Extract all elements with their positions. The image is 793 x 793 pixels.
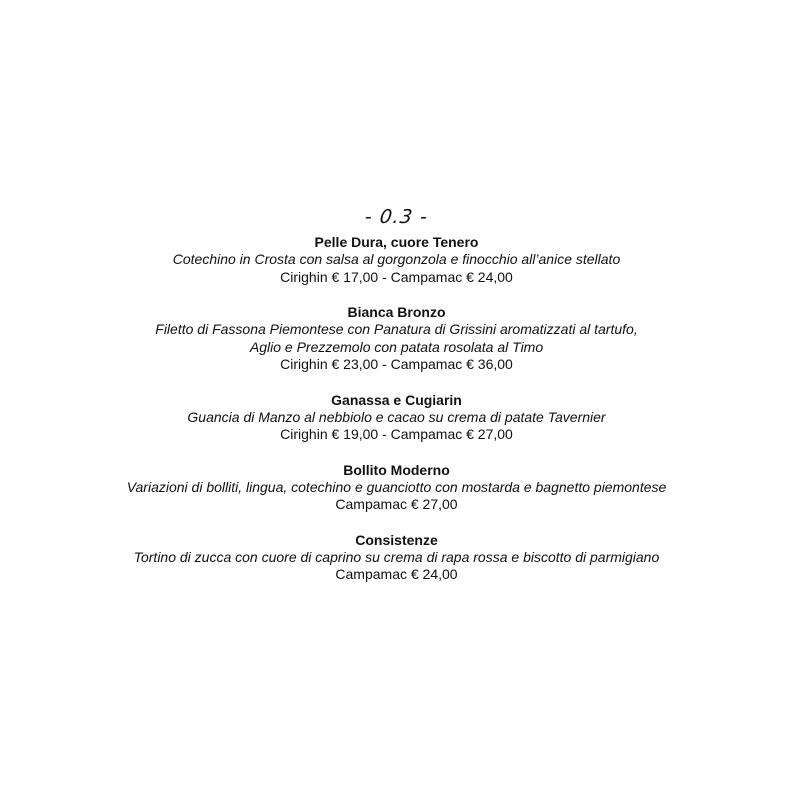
dish-description: Filetto di Fassona Piemontese con Panatura di Grissini aromatizzati al tartufo, bbox=[155, 321, 638, 337]
menu-item bbox=[0, 233, 793, 286]
dish-name: Bianca Bronzo bbox=[347, 304, 446, 320]
dish-price: Campamac € 27,00 bbox=[335, 496, 458, 512]
dish-name: Pelle Dura, cuore Tenero bbox=[314, 234, 479, 250]
dish-price: Cirighin € 17,00 - Campamac € 24,00 bbox=[280, 268, 513, 285]
dish-price: Cirighin € 19,00 - Campamac € 27,00 bbox=[280, 426, 513, 442]
dish-name: Consistenze bbox=[355, 531, 438, 548]
menu-item bbox=[0, 391, 793, 444]
menu-item bbox=[0, 531, 793, 584]
dish-price: Campamac € 24,00 bbox=[335, 566, 458, 582]
menu-item bbox=[0, 461, 793, 514]
dish-name: Bollito Moderno bbox=[343, 461, 450, 478]
dish-description: Tortino di zucca con cuore di caprino su crema di rapa rossa e biscotto di parmigiano bbox=[133, 548, 660, 565]
dish-description: Cotechino in Crosta con salsa al gorgonzola e finocchio all’anice stellato bbox=[172, 251, 621, 267]
dish-price: Cirighin € 23,00 - Campamac € 36,00 bbox=[280, 356, 513, 372]
dish-name: Ganassa e Cugiarin bbox=[331, 391, 462, 408]
dish-description: Aglio e Prezzemolo con patata rosolata al Timo bbox=[249, 338, 544, 355]
menu-page bbox=[0, 205, 793, 601]
section-number: - 0.3 - bbox=[363, 206, 430, 228]
dish-description: Guancia di Manzo al nebbiolo e cacao su crema di patate Tavernier bbox=[187, 408, 606, 425]
menu-item bbox=[0, 303, 793, 374]
dish-description: Variazioni di bolliti, lingua, cotechino e guanciotto con mostarda e bagnetto piemontese bbox=[126, 478, 667, 495]
